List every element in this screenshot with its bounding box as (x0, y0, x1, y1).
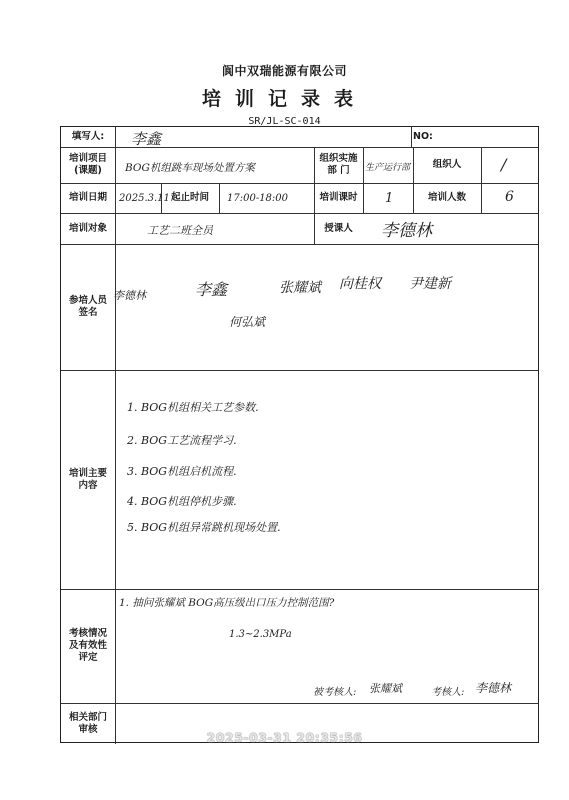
org-dept-value: 生产运行部 (365, 163, 411, 173)
review-label: 相关部门 审核 (68, 711, 107, 735)
date-label: 培训日期 (68, 192, 107, 203)
filler-label: 填写人: (71, 131, 105, 142)
company-name: 阆中双瑞能源有限公司 (221, 64, 347, 78)
org-dept-label: 组织实施 部 门 (319, 153, 358, 176)
attendee-signature: 李德林 (113, 289, 146, 302)
filler-value: 李鑫 (131, 130, 162, 148)
content-item: 1. BOG机组相关工艺参数. (127, 401, 259, 414)
hours-label: 培训课时 (319, 192, 358, 203)
organizer-value: / (501, 155, 507, 174)
hours-value: 1 (385, 191, 394, 206)
assessment-question: 1. 抽问张耀斌 BOG高压级出口压力控制范围? (119, 597, 335, 609)
content-item: 3. BOG机组启机流程. (127, 465, 237, 478)
content-item: 2. BOG工艺流程学习. (127, 434, 237, 447)
start-time-label: 起止时间 (170, 192, 209, 203)
attendee-signature: 张耀斌 (279, 280, 321, 296)
target-value: 工艺二班全员 (147, 224, 213, 237)
form-title: 培训记录表 (201, 88, 367, 110)
attendees-label: 参培人员 签名 (68, 295, 107, 318)
target-label: 培训对象 (68, 222, 107, 234)
lecturer-label: 授课人 (324, 222, 353, 234)
organizer-label: 组织人 (432, 159, 462, 170)
topic-value: BOG机组跳车现场处置方案 (125, 162, 255, 174)
scan-timestamp: 2025-03-31 20:35:56 (206, 730, 363, 745)
training-record-form (60, 126, 539, 743)
assessment-answer: 1.3~2.3MPa (229, 629, 292, 640)
start-time-value: 17:00-18:00 (227, 193, 289, 204)
attendee-signature: 向桂权 (339, 276, 381, 292)
date-value: 2025.3.11 (119, 193, 170, 204)
document-number: SR/JL-SC-014 (248, 116, 321, 127)
topic-label: 培训项目 (课题) (68, 153, 107, 176)
examinee-signature: 张耀斌 (369, 682, 402, 695)
lecturer-signature: 李德林 (381, 221, 432, 241)
content-label: 培训主要 内容 (68, 467, 107, 491)
attendee-signature: 尹建新 (409, 276, 451, 292)
examiner-signature: 李德林 (475, 681, 512, 695)
content-item: 4. BOG机组停机步骤. (127, 495, 237, 508)
examinee-label: 被考核人: (313, 687, 357, 698)
assessment-label: 考核情况 及有效性 评定 (68, 628, 107, 663)
count-value: 6 (505, 189, 514, 205)
content-item: 5. BOG机组异常跳机现场处置. (127, 521, 281, 534)
examiner-label: 考核人: (431, 687, 465, 698)
record-number-label: NO: (413, 131, 433, 142)
attendee-signature: 何弘斌 (229, 315, 266, 329)
count-label: 培训人数 (427, 192, 466, 203)
attendee-signature: 李鑫 (195, 280, 228, 299)
